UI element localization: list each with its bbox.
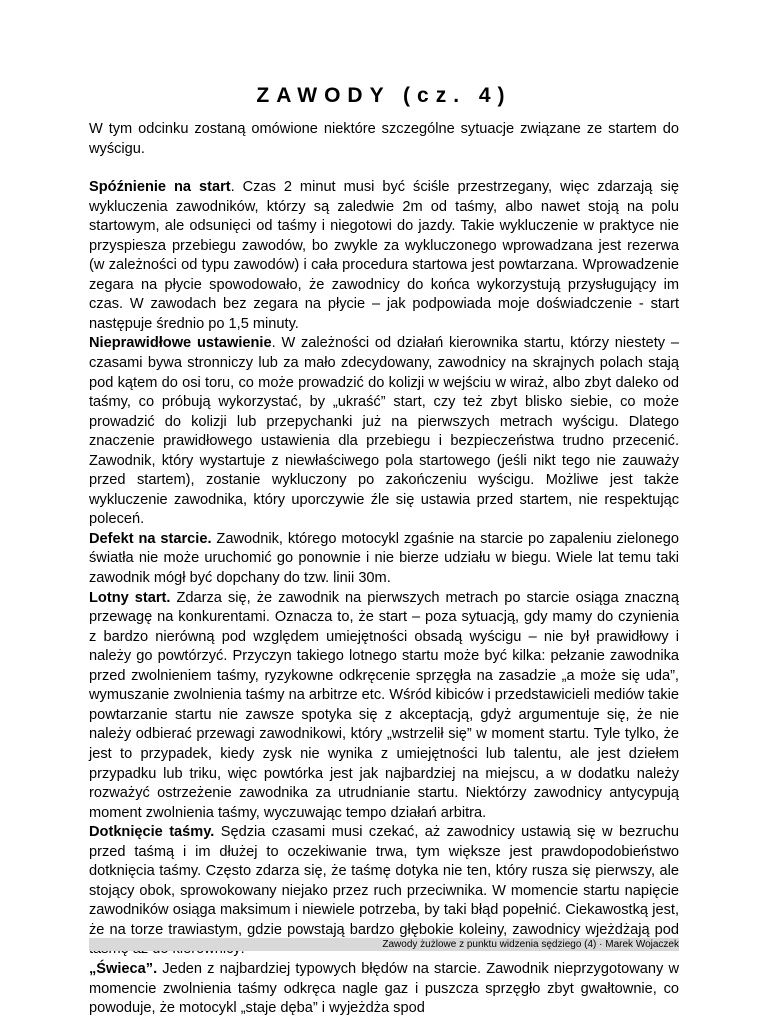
- section-wrong-position: [89, 334, 679, 529]
- footer-text: Zawody żużlowe z punktu widzenia sędziego (4) · Marek Wojaczek: [382, 939, 679, 950]
- section-late-start: [89, 178, 679, 334]
- section-heading: Dotknięcie taśmy.: [89, 824, 215, 841]
- intro-paragraph: W tym odcinku zostaną omówione niektóre szczególne sytuacje związane ze startem do wyścigu.: [89, 121, 679, 157]
- section-text: . Czas 2 minut musi być ściśle przestrzegany, więc zdarzają się wykluczenia zawodników, którzy są zaledwie 2m od taśmy, albo nawet stoją na polu startowym, ale odsunięci od taśmy i niegotowi do jazdy. Takie wykluczenie w praktyce nie przyspiesza przebiegu zawodów, bo zwykle za wykluczonego wprowadzana jest rezerwa (w zależności od typu zawodów) i cała procedura startowa jest powtarzana. Wprowadzenie zegara na płycie spowodowało, że zawodnicy do końca wykorzystują przysługujący im czas. W zawodach bez zegara na płycie – jak podpowiada moje doświadczenie - start następuje średnio po 1,5 minuty.: [89, 179, 679, 332]
- section-heading: „Świeca”.: [89, 960, 158, 977]
- section-heading: Spóźnienie na start: [89, 179, 231, 196]
- section-heading: Defekt na starcie.: [89, 530, 212, 547]
- section-text: Sędzia czasami musi czekać, aż zawodnicy ustawią się w bezruchu przed taśmą i im dłużej to oczekiwanie trwa, tym większe jest prawdopodobieństwo dotknięcia taśmy. Często zdarza się, że taśmę dotyka nie ten, który rusza się pierwszy, ale stojący obok, sprowokowany niejako przez ruch przeciwnika. W momencie startu napięcie zawodników osiąga maksimum i niewiele potrzeba, by taki błąd popełnić. Ciekawostką jest, że na torze trawiastym, gdzie powstają bardzo głębokie koleiny, zawodnicy wjeżdżają pod: [89, 824, 679, 938]
- section-text: . W zależności od działań kierownika startu, którzy niestety – czasami bywa stronniczy lub za mało zdecydowany, zawodnicy na skrajnych polach stają pod kątem do osi toru, co może prowadzić do kolizji w wejściu w wiraż, albo zbyt daleko od taśmy, co próbują wykorzystać, by „ukraść” start, czy też zbyt blisko siebie, co może prowadzić do kolizji lub przepychanki już na pierwszych metrach wyścigu. Dlatego znaczenie prawidłowego ustawienia dla przebiegu i bezpieczeństwa trudno przecenić. Zawodnik, który wystartuje z niewłaściwego pola startowego (jeśli nikt tego nie zauważy przed startem), zostanie wykluczony po zakończeniu wyścigu. Możliwe jest także wykluczenie zawodnika, który uporczywie źle się ustawia przed startem, nie respektując poleceń.: [89, 335, 679, 528]
- section-text: Zawodnik, którego motocykl zgaśnie na starcie po zapaleniu zielonego światła nie może uruchomić go ponownie i nie bierze udziału w biegu. Wiele lat temu taki zawodnik mógł być dopchany do tzw. linii 30m.: [89, 530, 679, 587]
- section-heading: Nieprawidłowe ustawienie: [89, 335, 272, 352]
- section-wheelie: [89, 960, 679, 1019]
- section-text: Jeden z najbardziej typowych błędów na starcie. Zawodnik nieprzygotowany w momencie zwolnienia taśmy odkręca nagle gaz i puszcza sprzęgło zbyt gwałtownie, co powoduje, że motocykl „staje dęba” i wyjeżdża spod: [89, 960, 679, 1017]
- section-flying-start: [89, 589, 679, 824]
- section-start-defect: [89, 530, 679, 589]
- article-body: [89, 120, 679, 1019]
- page-title: ZAWODY (cz. 4): [256, 84, 512, 107]
- section-text: Zdarza się, że zawodnik na pierwszych metrach po starcie osiąga znaczną przewagę na konkurentami. Oznacza to, że start – poza sytuacją, gdy mamy do czynienia z bardzo nierówną pod względem umiejętności obsadą wyścigu – nie był prawidłowy i należy go powtórzyć. Przyczyn takiego lotnego startu może być kilka: pełzanie zawodnika przed zwolnieniem taśmy, ryzykowne odkręcenie sprzęgła na zasadzie „a może się uda”, wymuszanie zwolnienia taśmy na arbitrze etc. Wśród kibiców i przedstawicieli mediów takie powtarzanie startu nie zawsze spotyka się z akceptacją, gdyż argumentuje się, że nie należy odbierać przewagi zawodnikowi, który „wstrzelił się” w moment startu. Tyle tylko, że jest to przypadek, kiedy zysk nie wynika z umiejętności lub talentu, ale jest dziełem przypadku lub triku, więc powtórka jest jak najbardziej na miejscu, a w dodatku należy rozważyć ostrzeżenie zawodnika za utrudnianie startu. Niektórzy zawodnicy antycypują moment zwolnienia taśmy, wyczuwając tempo działań arbitra.: [89, 589, 679, 821]
- section-heading: Lotny start.: [89, 589, 171, 606]
